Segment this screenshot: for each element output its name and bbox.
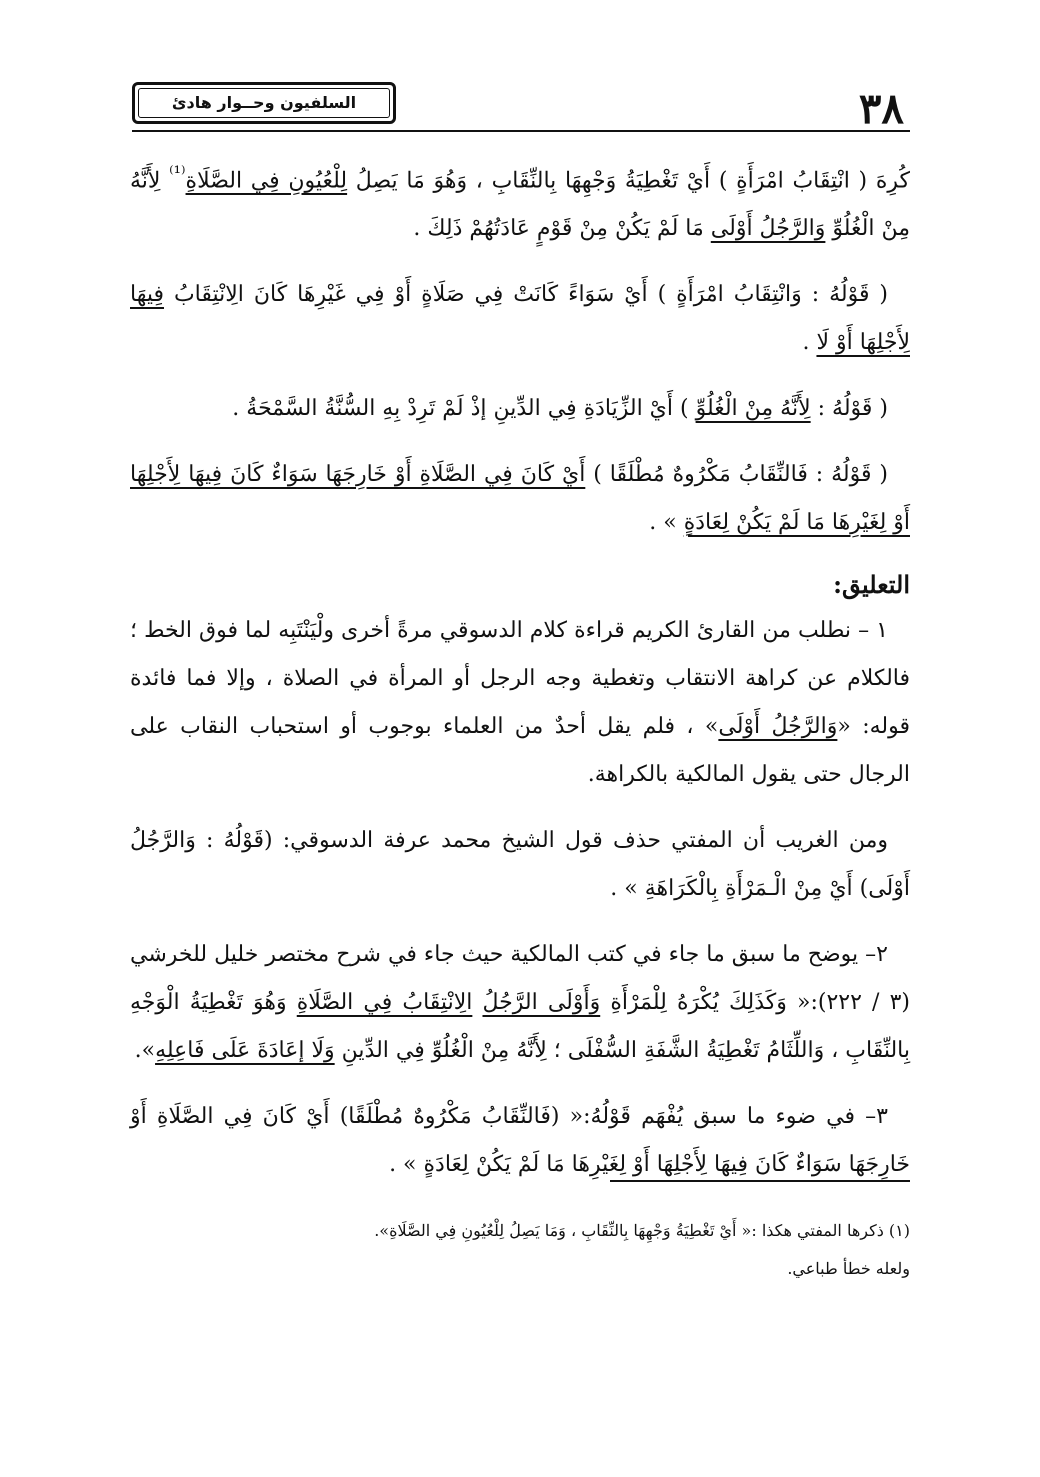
book-title-frame	[132, 82, 396, 124]
text-run: .	[802, 330, 817, 356]
underlined-text: وَأَوْلَى الرَّجُلُ	[482, 990, 601, 1016]
underlined-text: أَيْ كَانَ فِي الصَّلَاةِ أَوْ خَارِجَهَا سَوَاءٌ كَانَ فِيهَا لِأَجْلِهَا أَوْ لِغَيْرِهَا مَا لَمْ يَكُنْ لِعَادَةٍ	[130, 462, 910, 536]
text-run: مَا لَمْ يَكُنْ مِنْ قَوْمٍ عَادَتُهُمْ ذَلِكَ .	[413, 216, 711, 242]
footnote-reference: ⁽¹⁾	[169, 163, 186, 184]
underlined-text: لِأَنَّهُ مِنْ الْغُلُوِّ	[695, 396, 811, 422]
text-run: ( قَوْلُهُ : فَالنِّقَابُ مَكْرُوهٌ مُطْلَقًا )	[585, 462, 888, 488]
underlined-text: الِانْتِقَابُ فِي الصَّلَاةِ	[296, 990, 473, 1016]
commentary-paragraph-2: ومن الغريب أن المفتي حذف قول الشيخ محمد عرفة الدسوقي: (قَوْلُهُ : وَالرَّجُلُ أَوْلَى) أَيْ مِنْ الْـمَرْأَةِ بِالْكَرَاهَةِ » .	[130, 828, 910, 902]
section-heading: التعليق:	[833, 570, 910, 600]
underlined-text: وَالرَّجُلُ أَوْلَى	[710, 216, 826, 242]
text-run: كُرِهَ ( انْتِقَابُ امْرَأَةٍ ) أَيْ تَغْطِيَةُ وَجْهِهَا بِالنِّقَابِ ، وَهُوَ مَا يَصِلُ	[347, 168, 910, 194]
quote-paragraph-2	[130, 271, 910, 367]
text-run: وَهُوَ تَغْطِيَةُ الْوَجْهِ بِالنِّقَابِ ، وَاللِّثَامُ تَغْطِيَةُ الشَّفَةِ السُّفْلَى ؛ لِأَنَّهُ مِنْ الْغُلُوِّ فِي الدِّينِ	[130, 990, 910, 1064]
footnote-divider	[610, 1180, 910, 1182]
text-run	[472, 990, 482, 1015]
underlined-text: وَالرَّجُلُ أَوْلَى	[718, 714, 838, 740]
text-run: لِأَنَّهُ مِنْ الْغُلُوِّ	[130, 168, 910, 242]
text-run: » ، فلم يقل أحدٌ من العلماء بوجوب أو استحباب النقاب على الرجال حتى يقول المالكية بالكراهة.	[130, 714, 910, 788]
footnote-1: (١) ذكرها المفتي هكذا :« أَيْ تَغْطِيَةُ وَجْهِهَا بِالنِّقَابِ ، وَمَا يَصِلُ لِلْعُيُونِ فِي الصَّلَاةِ».	[374, 1221, 910, 1240]
text-run: ( قَوْلُهُ :	[810, 396, 888, 422]
quote-paragraph-1	[130, 150, 910, 253]
page-number: ٣٨	[858, 84, 904, 133]
commentary-paragraph-3	[130, 931, 910, 1075]
quote-paragraph-4	[130, 451, 910, 547]
quote-paragraph-3	[130, 385, 910, 433]
text-run: ( قَوْلُهُ : وَانْتِقَابُ امْرَأَةٍ ) أَيْ سَوَاءً كَانَتْ فِي صَلَاةٍ أَوْ فِي غَيْرِهَا كَانَ الِانْتِقَابُ	[164, 282, 888, 308]
text-run: ٢– يوضح ما سبق ما جاء في كتب المالكية حيث جاء في شرح مختصر خليل للخرشي (٣ / ٢٢٢):« وَكَذَلِكَ يُكْرَهُ لِلْمَرْأَةِ	[130, 942, 910, 1016]
underlined-text: لِلْعُيُونِ فِي الصَّلَاةِ	[185, 168, 348, 194]
page-header	[130, 78, 910, 138]
underlined-text: وَلَا إعَادَةَ عَلَى فَاعِلِهِ	[155, 1038, 335, 1064]
book-title: السلفيون وحــوار هادئ	[171, 93, 357, 112]
text-run: » .	[649, 510, 684, 536]
text-run: ) أَيْ الزِّيَادَةِ فِي الدِّينِ إذْ لَمْ تَرِدْ بِهِ السُّنَّةُ السَّمْحَةُ .	[232, 396, 696, 422]
page-body	[130, 150, 910, 1207]
header-divider	[132, 130, 910, 132]
text-run: ».	[134, 1038, 156, 1064]
text-run: ١ – نطلب من القارئ الكريم قراءة كلام الدسوقي مرةً أخرى ولْيَنْتَبِه لما فوق الخط ؛ فالكلام عن كراهة الانتقاب وتغطية وجه الرجل أو المرأة في الصلاة ، وإلا فما فائدة قوله: «	[130, 618, 910, 740]
footnotes	[130, 1215, 910, 1291]
underlined-text: فِيهَا لِأَجْلِهَا أَوْ لَا	[130, 282, 910, 356]
commentary-paragraph-1	[130, 607, 910, 799]
footnote-1-note: ولعله خطأ طباعي.	[787, 1259, 910, 1278]
commentary-paragraph-4: ٣– في ضوء ما سبق يُفْهَم قَوْلُهُ:« (فَالنِّقَابُ مَكْرُوهٌ مُطْلَقًا) أَيْ كَانَ فِي الصَّلَاةِ أَوْ خَارِجَهَا سَوَاءٌ كَانَ فِيهَا لِأَجْلِهَا أَوْ لِغَيْرِهَا مَا لَمْ يَكُنْ لِعَادَةٍ » .	[130, 1104, 910, 1178]
